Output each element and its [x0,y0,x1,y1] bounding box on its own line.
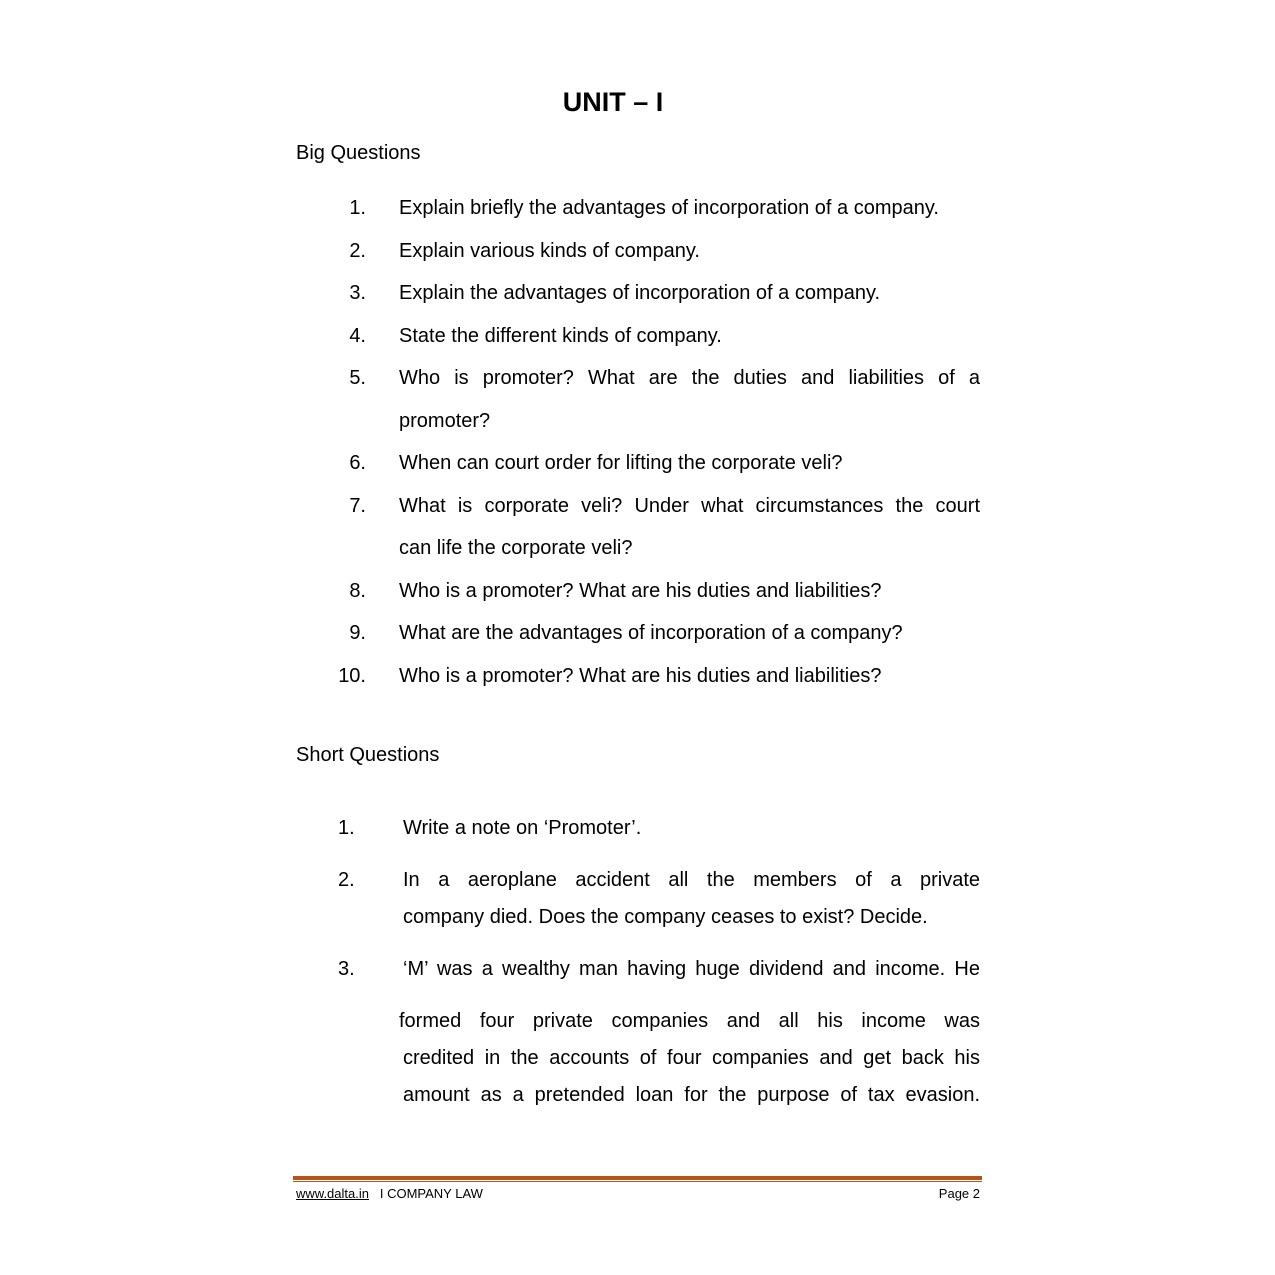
list-item [296,442,980,485]
list-item-continuation [296,1003,980,1114]
short-questions-heading: Short Questions [296,744,440,766]
question-text: Who is promoter? What are the duties and liabilities of a [399,367,980,389]
list-item [296,655,980,698]
page-number: Page 2 [938,1186,980,1201]
list-item [296,612,980,655]
question-number: 3. [338,958,355,980]
big-questions-heading: Big Questions [296,142,421,164]
question-number: 8. [349,579,366,602]
list-item [296,187,980,230]
footer-left [296,1186,483,1202]
question-number: 6. [349,452,366,474]
question-number: 10. [338,664,366,687]
question-number: 2. [349,239,366,262]
question-text: In a aeroplane accident all the members of a private [403,869,980,891]
course-name: I COMPANY LAW [379,1186,483,1201]
question-number: 4. [349,324,366,347]
list-item [296,862,980,936]
list-item [296,951,980,988]
question-text: Who is a promoter? What are his duties and liabilities? [399,664,882,687]
question-number: 1. [349,197,366,219]
question-text: credited in the accounts of four companies and get back his [403,1047,980,1069]
question-text: Who is a promoter? What are his duties and liabilities? [399,579,882,602]
question-text: formed four private companies and all his income was [399,1010,980,1032]
question-number: 7. [349,494,366,517]
list-item [296,230,980,273]
footer-divider [293,1176,982,1180]
question-text: Explain various kinds of company. [399,239,700,262]
list-item [296,570,980,613]
question-text: company died. Does the company ceases to exist? Decide. [403,906,928,928]
question-number: 9. [349,622,366,644]
list-item [296,357,980,442]
footer-divider-thin [293,1181,982,1182]
question-text: Explain briefly the advantages of incorporation of a company. [399,197,939,219]
website-link[interactable]: www.dalta.in [296,1186,369,1201]
list-item [296,485,980,570]
question-number: 5. [349,367,366,389]
question-text: amount as a pretended loan for the purpose of tax evasion. [403,1084,980,1106]
question-text: ‘M’ was a wealthy man having huge dividend and income. He [403,958,980,980]
question-text: can life the corporate veli? [399,537,633,559]
question-number: 2. [338,869,355,891]
question-text: promoter? [399,409,491,432]
question-number: 3. [349,282,366,304]
big-questions-list [296,187,980,697]
list-item [296,810,980,847]
short-questions-list [296,810,980,1114]
question-text: State the different kinds of company. [399,324,722,347]
list-item [296,315,980,358]
footer-separator [373,1186,377,1201]
question-text: When can court order for lifting the corporate veli? [399,452,843,474]
list-item [296,272,980,315]
question-number: 1. [338,817,355,839]
question-text: Explain the advantages of incorporation of a company. [399,282,881,304]
question-text: What is corporate veli? Under what circumstances the court [399,494,980,517]
question-text: What are the advantages of incorporation of a company? [399,622,903,644]
question-text: Write a note on ‘Promoter’. [403,817,642,839]
page-title: UNIT – I [562,87,664,117]
